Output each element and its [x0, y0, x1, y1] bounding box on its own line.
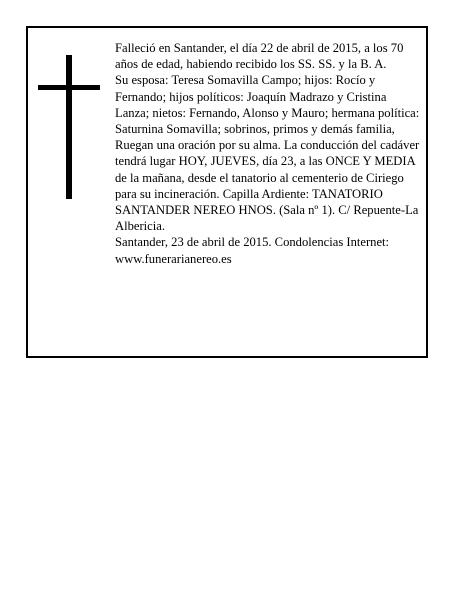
- notice-text: [115, 40, 421, 267]
- obituary-notice: [26, 26, 428, 358]
- cross-icon: [38, 55, 100, 199]
- funeral-details: Ruegan una oración por su alma. La conducción del cadáver tendrá lugar HOY, JUEVES, día 23, a las ONCE Y MEDIA de la mañana, desde el tanatorio al cementerio de Ciriego para su incineración. Capilla Ardiente: TANATORIO SANTANDER NEREO HNOS. (Sala nº 1). C/ Repuente-La Albericia.: [115, 138, 420, 234]
- cross-vertical-bar: [66, 55, 72, 199]
- cross-horizontal-bar: [38, 85, 100, 90]
- death-announcement: Falleció en Santander, el día 22 de abril de 2015, a los 70 años de edad, habiendo recibido los SS. SS. y la B. A.: [115, 41, 404, 72]
- date-and-condolences: Santander, 23 de abril de 2015. Condolencias Internet: www.funerarianereo.es: [115, 235, 390, 266]
- family-list: Su esposa: Teresa Somavilla Campo; hijos: Rocío y Fernando; hijos políticos: Joaquín Madrazo y Cristina Lanza; nietos: Fernando, Alonso y Mauro; hermana política: Saturnina Somavilla; sobrinos, primos y demás familia,: [115, 73, 420, 137]
